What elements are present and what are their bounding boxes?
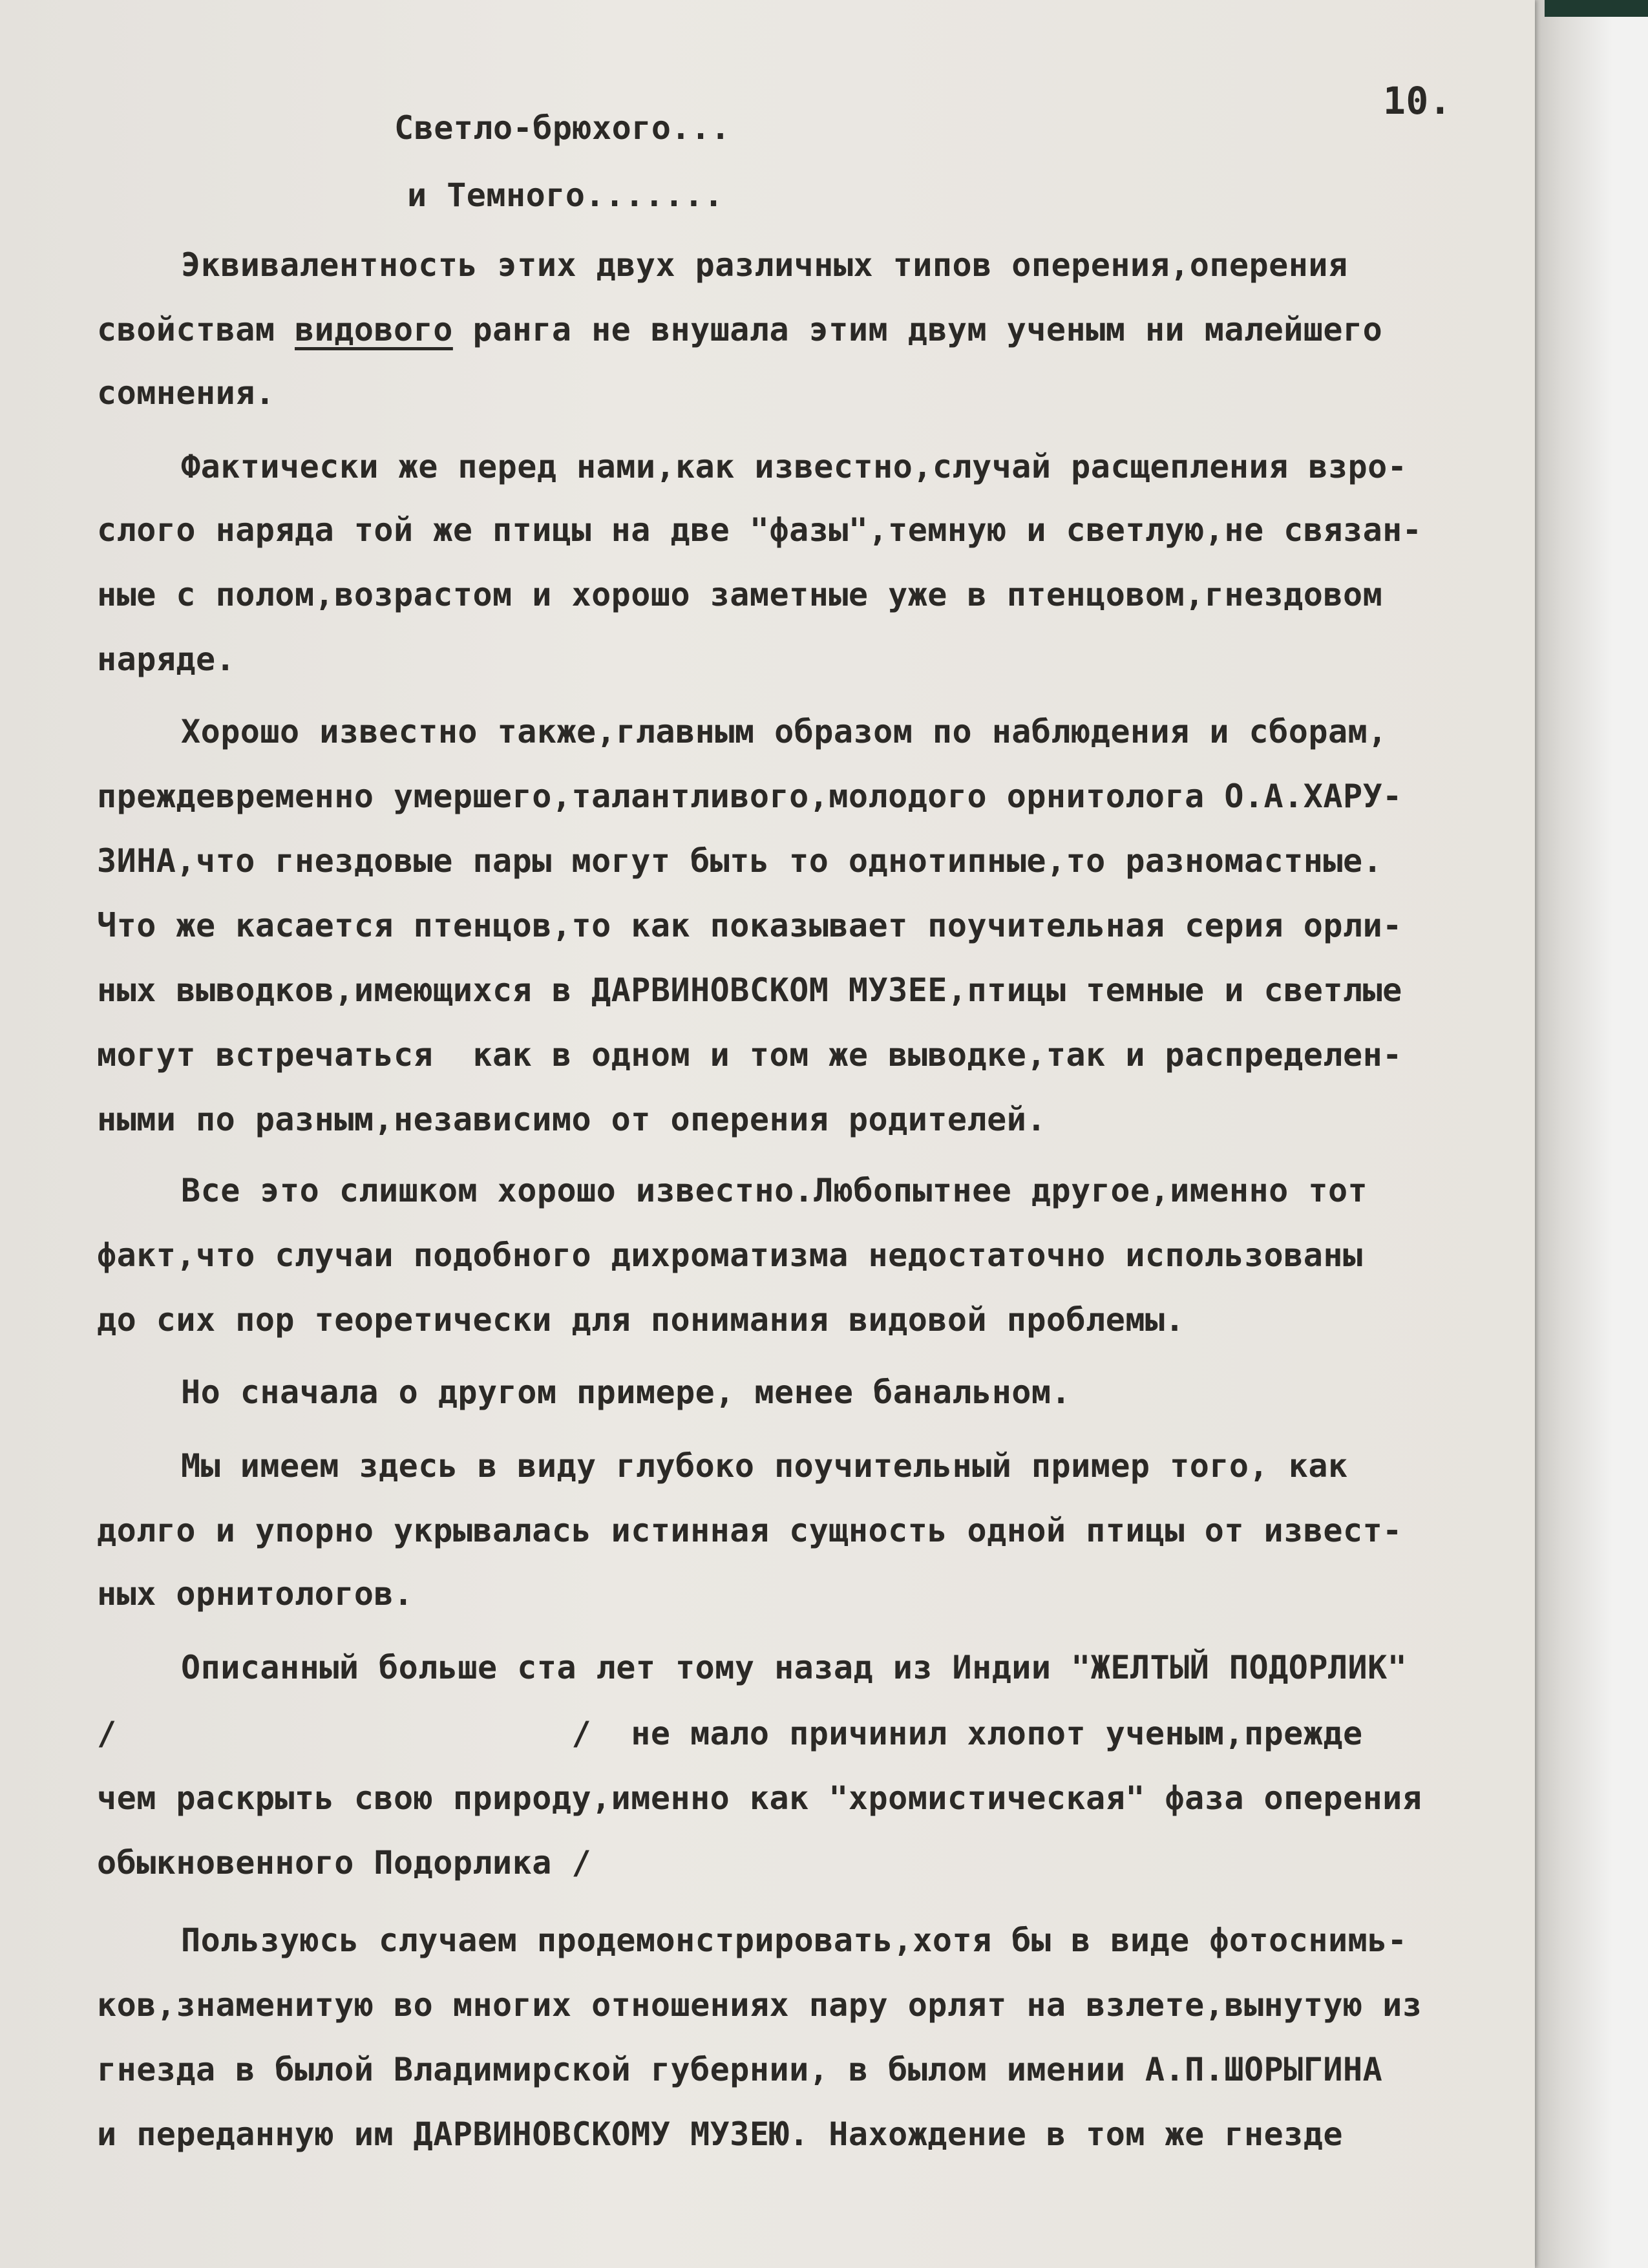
page-number: 10. (1383, 79, 1452, 123)
text-line: ные с полом,возрастом и хорошо заметные уже в птенцовом,гнездовом (97, 576, 1383, 613)
text-line: / / не мало причинил хлопот ученым,прежде (97, 1715, 1363, 1752)
text-line: обыкновенного Подорлика / (97, 1844, 592, 1881)
underlined-word-context: свойствам (97, 311, 295, 348)
text-line: Все это слишком хорошо известно.Любопытнее другое,именно тот (181, 1172, 1368, 1209)
text-line: Мы имеем здесь в виду глубоко поучительный пример того, как (181, 1447, 1348, 1485)
text-line: Хорошо известно также,главным образом по наблюдения и сборам, (181, 713, 1388, 750)
text-line: слого наряда той же птицы на две "фазы",темную и светлую,не связан- (97, 511, 1422, 549)
text-line: и переданную им ДАРВИНОВСКОМУ МУЗЕЮ. Нахождение в том же гнезде (97, 2115, 1343, 2153)
text-line: Описанный больше ста лет тому назад из Индии "ЖЕЛТЫЙ ПОДОРЛИК" (181, 1649, 1408, 1686)
text-line: преждевременно умершего,талантливого,молодого орнитолога О.А.ХАРУ- (97, 778, 1402, 815)
scanner-edge-strip (1545, 0, 1648, 17)
scanner-background (1535, 0, 1648, 2268)
text-line: до сих пор теоретически для понимания видовой проблемы. (97, 1301, 1185, 1339)
text-line: ков,знаменитую во многих отношениях пару орлят на взлете,вынутую из (97, 1986, 1422, 2024)
text-line: наряде. (97, 641, 236, 678)
text-line: ЗИНА,что гнездовые пары могут быть то однотипные,то разномастные. (97, 842, 1383, 880)
text-line: Фактически же перед нами,как известно,случай расщепления взро- (181, 448, 1408, 485)
text-line: ных выводков,имеющихся в ДАРВИНОВСКОМ МУЗЕЕ,птицы темные и светлые (97, 971, 1402, 1009)
text-line (97, 309, 1382, 350)
text-line: Пользуюсь случаем продемонстрировать,хотя бы в виде фотоснимь- (181, 1922, 1408, 1959)
line-rest: ранга не внушала этим двум ученым ни малейшего (452, 311, 1383, 348)
text-line: долго и упорно укрывалась истинная сущность одной птицы от извест- (97, 1512, 1402, 1549)
heading-line-2: и Темного....... (407, 176, 724, 214)
text-line: ных орнитологов. (97, 1575, 414, 1613)
heading-line-1: Светло-брюхого... (394, 109, 731, 147)
text-line: ными по разным,независимо от оперения родителей. (97, 1101, 1046, 1138)
text-line: могут встречаться как в одном и том же выводке,так и распределен- (97, 1036, 1402, 1074)
text-line: Но сначала о другом примере, менее банальном. (181, 1373, 1072, 1411)
text-line: чем раскрыть свою природу,именно как "хромистическая" фаза оперения (97, 1779, 1422, 1817)
text-line: гнезда в былой Владимирской губернии, в былом имении А.П.ШОРЫГИНА (97, 2051, 1383, 2088)
text-line: Что же касается птенцов,то как показывает поучительная серия орли- (97, 907, 1402, 944)
text-line: сомнения. (97, 374, 275, 412)
text-line: факт,что случаи подобного дихроматизма недостаточно использованы (97, 1236, 1363, 1274)
underlined-word: видового (295, 311, 453, 348)
text-line: Эквивалентность этих двух различных типов оперения,оперения (181, 246, 1348, 284)
